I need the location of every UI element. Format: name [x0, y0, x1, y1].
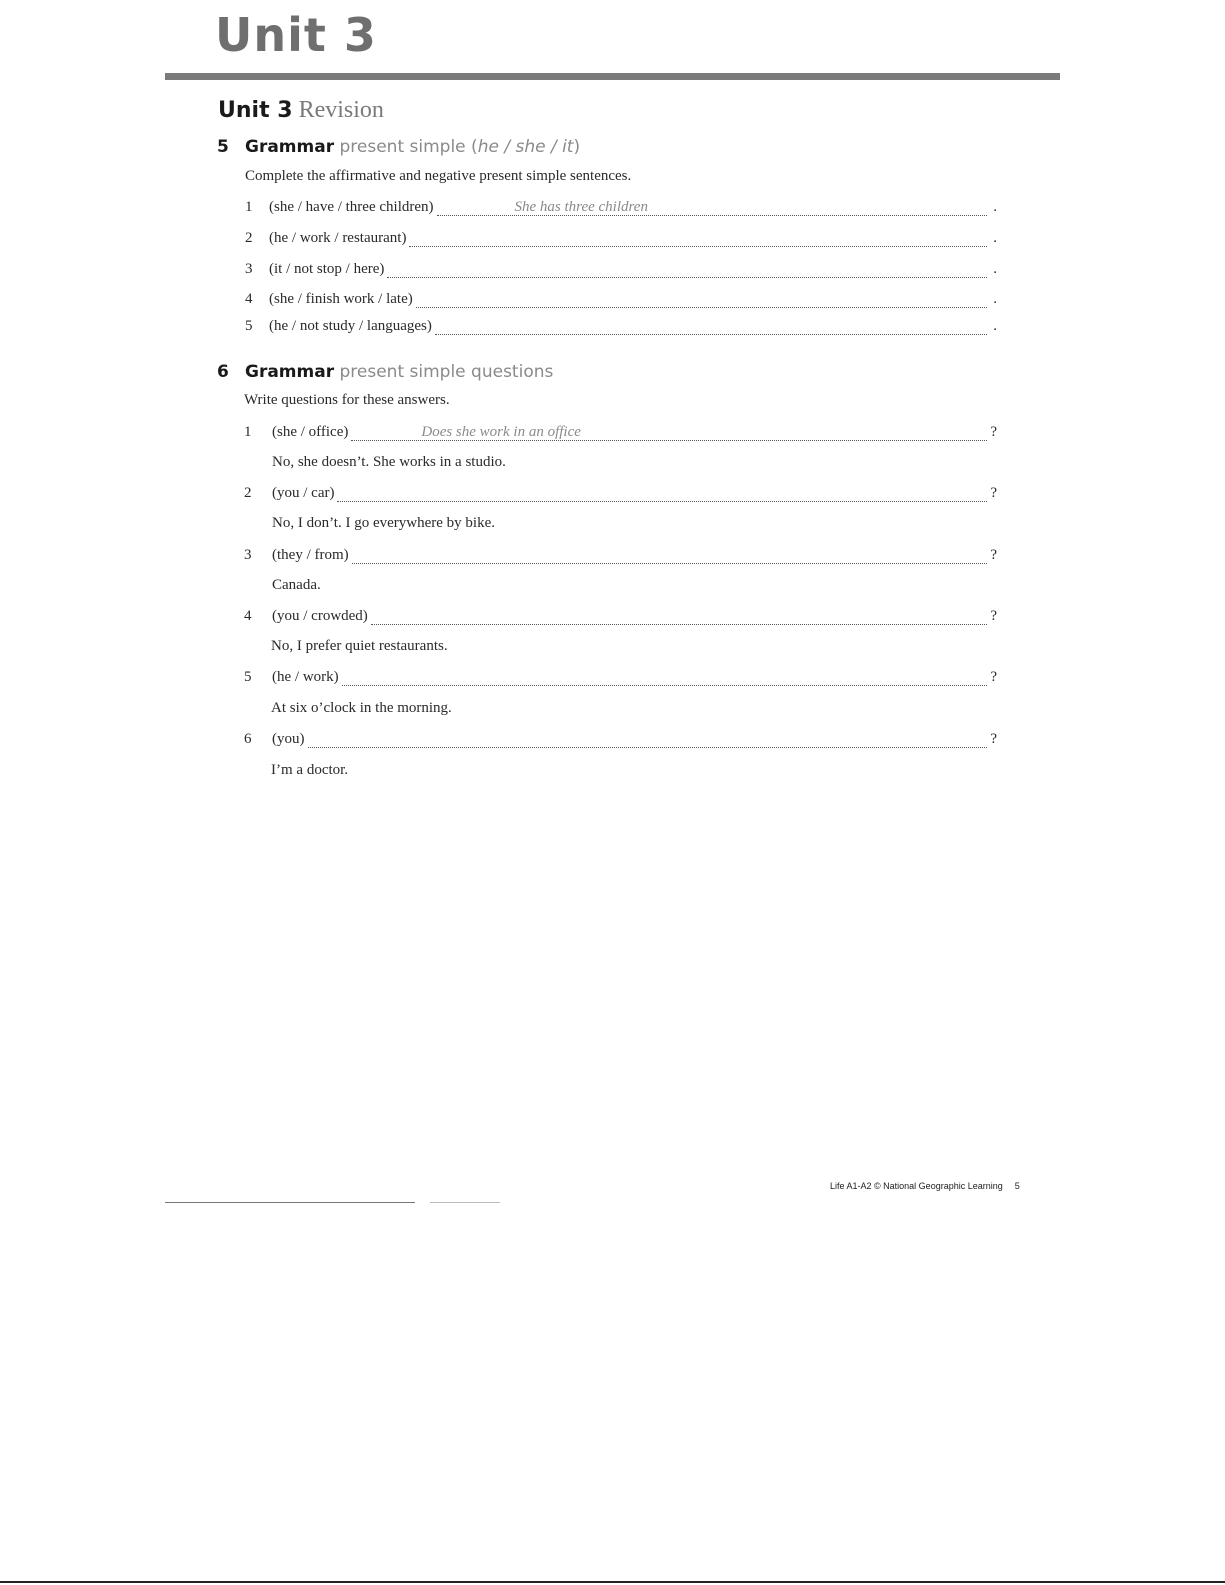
exercise-row — [244, 424, 997, 441]
item-prompt: (it / not stop / here) — [269, 261, 385, 277]
exercise-row — [244, 731, 997, 748]
answer-line[interactable] — [337, 489, 987, 502]
item-number: 1 — [244, 424, 252, 440]
item-number: 6 — [244, 731, 252, 747]
answer-line[interactable] — [416, 295, 987, 308]
answer-line[interactable] — [435, 322, 987, 335]
answer-text: She has three children — [514, 199, 648, 215]
item-prompt: (you / car) — [272, 485, 335, 501]
exercise-row — [244, 608, 997, 625]
section-grammar-label: Grammar — [245, 137, 335, 157]
item-number: 1 — [245, 199, 253, 215]
exercise-row — [245, 318, 997, 335]
given-answer: I’m a doctor. — [271, 762, 349, 778]
exercise-row — [245, 291, 997, 308]
section-topic-suffix: ) — [573, 137, 581, 157]
header-rule — [165, 73, 1060, 80]
answer-line[interactable] — [352, 551, 987, 564]
item-prompt: (you / crowded) — [272, 608, 368, 624]
section-5-instruction: Complete the affirmative and negative present simple sentences. — [245, 168, 632, 184]
item-number: 2 — [244, 485, 252, 501]
footer-rule-faint — [430, 1202, 500, 1203]
section-topic-prefix: present simple ( — [339, 137, 478, 157]
item-number: 5 — [244, 669, 252, 685]
item-prompt: (they / from) — [272, 547, 349, 563]
footer-rule — [165, 1202, 415, 1203]
answer-text: Does she work in an office — [421, 424, 581, 440]
page-number: 5 — [1014, 1181, 1020, 1191]
footer-copyright: Life A1-A2 © National Geographic Learning — [830, 1181, 1003, 1191]
item-end-mark: ? — [990, 424, 997, 440]
item-number: 2 — [245, 230, 253, 246]
page-edge — [0, 1581, 1225, 1583]
page-subtitle — [218, 97, 384, 124]
answer-line[interactable] — [387, 265, 987, 278]
item-prompt: (he / work / restaurant) — [269, 230, 407, 246]
item-prompt: (he / not study / languages) — [269, 318, 432, 334]
section-grammar-label: Grammar — [245, 362, 335, 382]
exercise-row — [244, 669, 997, 686]
section-number: 5 — [217, 137, 229, 157]
item-prompt: (he / work) — [272, 669, 339, 685]
item-end-mark: . — [993, 291, 997, 307]
given-answer: No, I don’t. I go everywhere by bike. — [272, 515, 495, 531]
answer-line[interactable] — [351, 424, 987, 441]
subtitle-unit: Unit 3 — [218, 98, 293, 123]
item-number: 3 — [245, 261, 253, 277]
item-end-mark: . — [993, 199, 997, 215]
given-answer: At six o’clock in the morning. — [271, 700, 452, 716]
item-end-mark: . — [993, 318, 997, 334]
given-answer: No, I prefer quiet restaurants. — [271, 638, 448, 654]
item-number: 3 — [244, 547, 252, 563]
answer-line[interactable] — [437, 199, 987, 216]
exercise-row — [245, 199, 997, 216]
item-end-mark: . — [993, 230, 997, 246]
item-number: 5 — [245, 318, 253, 334]
subtitle-revision: Revision — [298, 97, 384, 123]
answer-line[interactable] — [409, 234, 987, 247]
section-topic-italic: he / she / it — [477, 137, 574, 157]
item-prompt: (she / finish work / late) — [269, 291, 413, 307]
exercise-row — [244, 547, 997, 564]
answer-line[interactable] — [342, 673, 987, 686]
exercise-row — [245, 230, 997, 247]
item-end-mark: ? — [990, 608, 997, 624]
section-number: 6 — [217, 362, 229, 382]
answer-line[interactable] — [308, 735, 988, 748]
item-prompt: (she / office) — [272, 424, 349, 440]
given-answer: Canada. — [272, 577, 321, 593]
unit-title: Unit 3 — [215, 8, 377, 62]
section-6-heading — [217, 362, 553, 382]
item-number: 4 — [244, 608, 252, 624]
exercise-row — [244, 485, 997, 502]
given-answer: No, she doesn’t. She works in a studio. — [272, 454, 506, 470]
item-end-mark: . — [993, 261, 997, 277]
item-end-mark: ? — [990, 547, 997, 563]
item-end-mark: ? — [990, 731, 997, 747]
item-prompt: (she / have / three children) — [269, 199, 434, 215]
item-end-mark: ? — [990, 669, 997, 685]
item-end-mark: ? — [990, 485, 997, 501]
exercise-row — [245, 261, 997, 278]
section-6-instruction: Write questions for these answers. — [244, 392, 450, 408]
section-5-heading — [217, 137, 580, 157]
section-topic: present simple questions — [339, 362, 554, 382]
item-number: 4 — [245, 291, 253, 307]
answer-line[interactable] — [371, 612, 987, 625]
page-footer — [830, 1181, 1020, 1191]
item-prompt: (you) — [272, 731, 305, 747]
